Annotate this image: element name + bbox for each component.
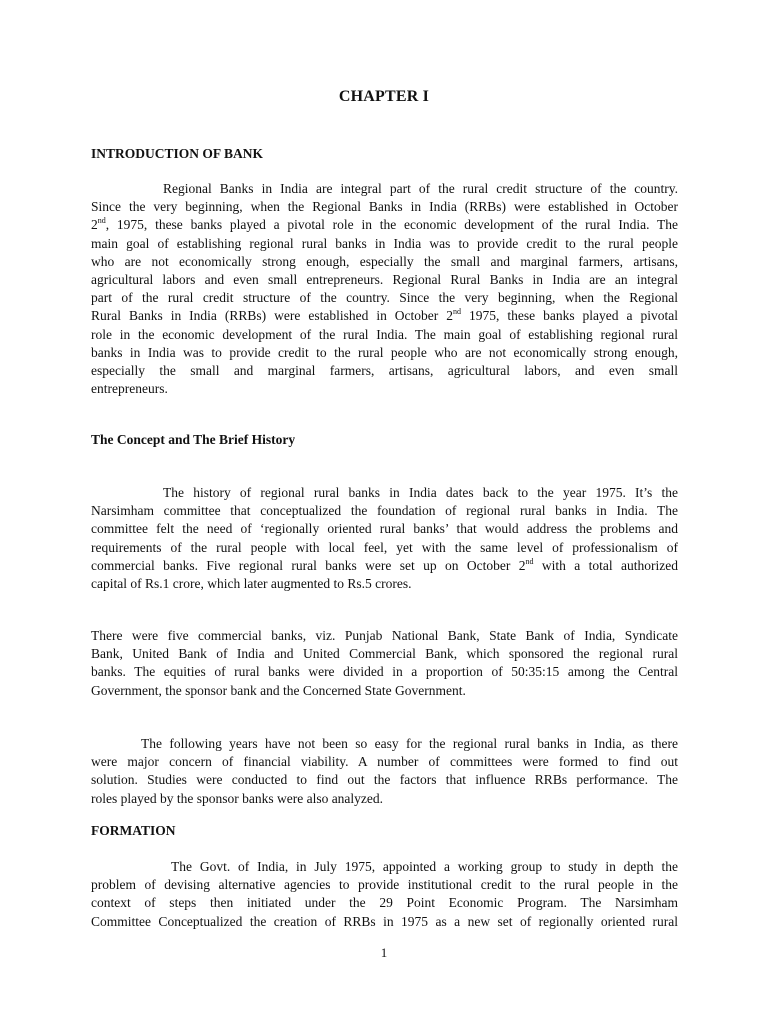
text-line xyxy=(91,557,678,575)
text-line: Bank, United Bank of India and United Commercial Bank, which sponsored the regional rural xyxy=(91,646,678,662)
text-fragment: Rural Banks in India (RRBs) were established in October 2 xyxy=(91,308,454,324)
text-line: banks. The equities of rural banks were divided in a proportion of 50:35:15 among the Central xyxy=(91,664,678,680)
paragraph-formation xyxy=(91,858,678,931)
paragraph-history xyxy=(91,484,678,593)
superscript: nd xyxy=(525,556,534,566)
text-line: There were five commercial banks, viz. Punjab National Bank, State Bank of India, Syndicate xyxy=(91,628,678,643)
text-line: Since the very beginning, when the Regional Banks in India (RRBs) were established in October xyxy=(91,199,678,215)
text-line: were major concern of financial viability. A number of committees were formed to find out xyxy=(91,754,678,770)
text-line: role in the economic development of the rural India. The main goal of establishing regional rural xyxy=(91,326,678,342)
text-line: context of steps then initiated under the 29 Point Economic Program. The Narsimham xyxy=(91,895,678,911)
text-fragment: , 1975, these banks played a pivotal role in the economic development of the rural India. The xyxy=(105,217,678,233)
text-line: Government, the sponsor bank and the Concerned State Government. xyxy=(91,682,466,698)
text-line: agricultural labors and even small entrepreneurs. Regional Rural Banks in India are an integral xyxy=(91,272,678,288)
text-fragment: with a total authorized xyxy=(533,557,678,573)
text-line: solution. Studies were conducted to find out the factors that influence RRBs performance. The xyxy=(91,772,678,788)
text-line: entrepreneurs. xyxy=(91,381,168,397)
text-fragment: 1975, these banks played a pivotal xyxy=(461,308,678,324)
text-line: problem of devising alternative agencies to provide institutional credit to the rural people in the xyxy=(91,877,678,893)
text-line: requirements of the rural people with local feel, yet with the same level of professionalism of xyxy=(91,539,678,555)
page-number: 1 xyxy=(380,945,388,960)
text-line: main goal of establishing regional rural banks in India was to provide credit to the rural people xyxy=(91,235,678,251)
chapter-title: CHAPTER I xyxy=(338,88,430,105)
text-line xyxy=(91,307,678,325)
text-fragment: 2 xyxy=(91,217,98,233)
text-line: part of the rural credit structure of the country. Since the very beginning, when the Regional xyxy=(91,290,678,306)
text-line: committee felt the need of ‘regionally oriented rural banks’ that would address the problems and xyxy=(91,521,678,537)
text-line: Regional Banks in India are integral part of the rural credit structure of the country. xyxy=(163,181,678,196)
text-line: Narsimham committee that conceptualized the foundation of regional rural banks in India. The xyxy=(91,503,678,519)
text-line: especially the small and marginal farmers, artisans, agricultural labors, and even small xyxy=(91,363,678,379)
paragraph-introduction xyxy=(91,180,678,398)
section-heading-formation: FORMATION xyxy=(91,823,176,838)
section-heading-introduction: INTRODUCTION OF BANK xyxy=(91,146,264,161)
text-line: who are not economically strong enough, especially the small and marginal farmers, artisans, xyxy=(91,253,678,269)
text-line: The history of regional rural banks in India dates back to the year 1975. It’s the xyxy=(163,485,678,500)
paragraph-following-years xyxy=(91,735,678,808)
text-line: The Govt. of India, in July 1975, appointed a working group to study in depth the xyxy=(171,859,678,874)
text-line: The following years have not been so easy for the regional rural banks in India, as there xyxy=(141,736,678,751)
paragraph-sponsor-banks xyxy=(91,627,678,700)
text-line: capital of Rs.1 crore, which later augmented to Rs.5 crores. xyxy=(91,576,412,592)
superscript: nd xyxy=(97,216,106,226)
text-line: roles played by the sponsor banks were also analyzed. xyxy=(91,790,384,806)
text-line: banks in India was to provide credit to the rural people who are not economically strong enough, xyxy=(91,344,678,360)
text-line xyxy=(91,216,678,234)
text-line: Committee Conceptualized the creation of RRBs in 1975 as a new set of regionally oriented rural xyxy=(91,913,678,929)
superscript: nd xyxy=(453,307,462,317)
section-heading-concept: The Concept and The Brief History xyxy=(91,432,296,447)
text-fragment: commercial banks. Five regional rural banks were set up on October 2 xyxy=(91,557,526,573)
